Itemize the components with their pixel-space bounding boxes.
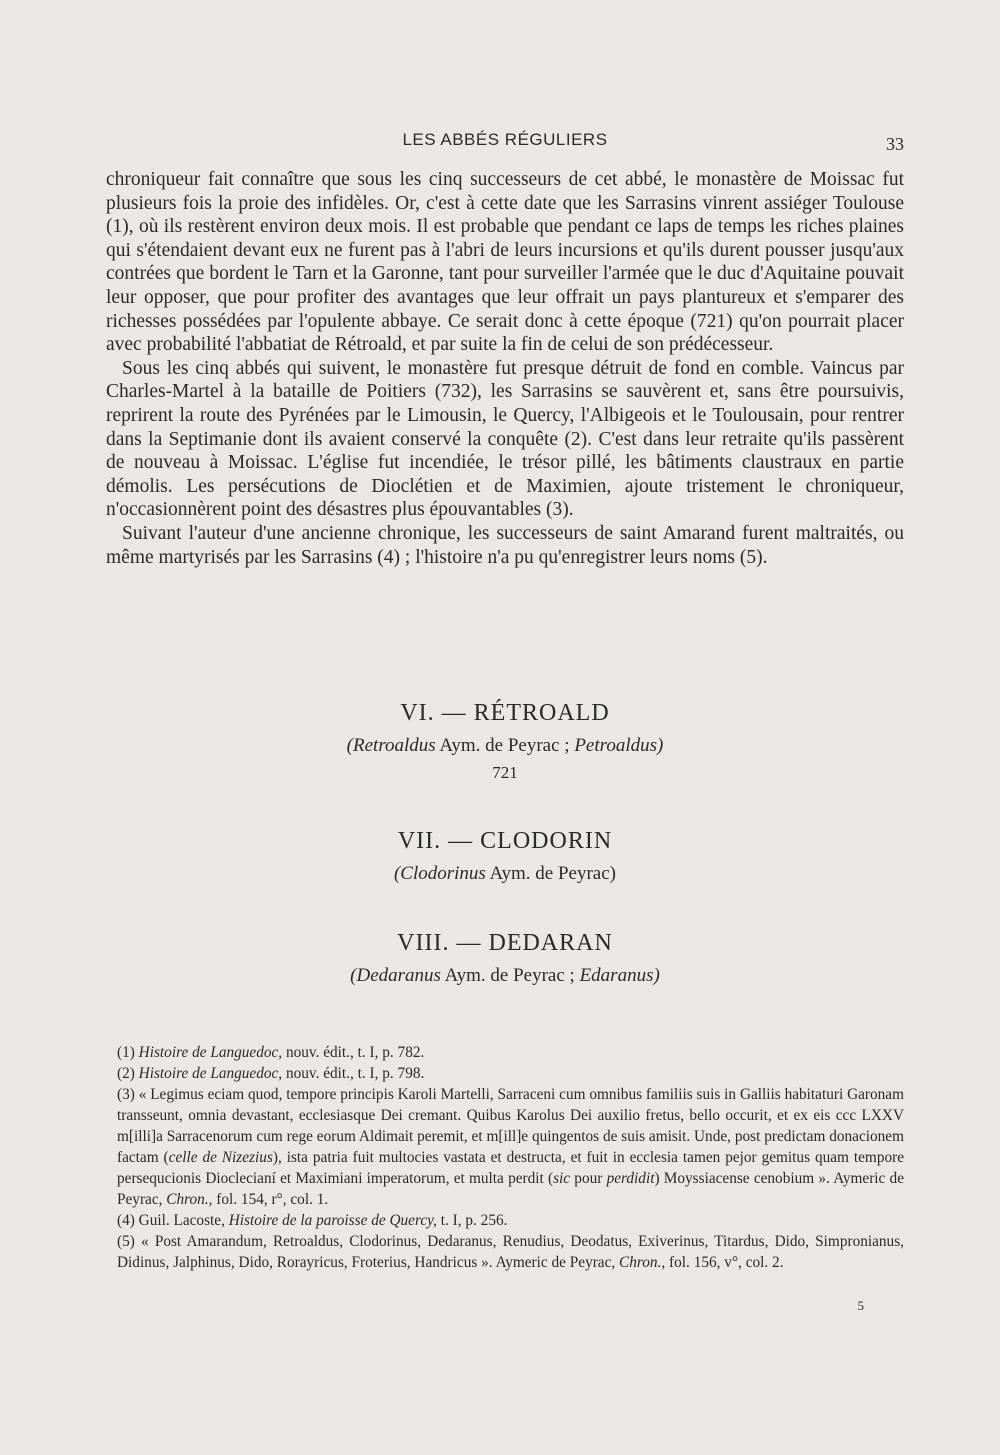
work-title: Histoire de Languedoc, [138,1065,283,1082]
citation: nouv. édit., t. I, p. 798. [282,1065,425,1082]
variant-name: Petroaldus) [574,735,664,756]
footnote-4 [117,1210,904,1231]
footnote-text: fol. 156, v°, col. 2. [665,1254,784,1271]
running-title: LES ABBÉS RÉGULIERS [402,130,608,149]
citation: t. I, p. 256. [436,1212,508,1229]
work-title: Histoire de la paroisse de Quercy, [228,1212,437,1229]
footnote-italic: Chron., [619,1254,666,1271]
footnote-number: (4) Guil. Lacoste, [117,1212,229,1229]
footnote-text: ) Moyssiacense cenobium ». Aymeric de Peyrac, [117,1170,904,1208]
section-year: 721 [492,763,518,782]
source-ref: Aym. de Peyrac) [485,863,617,884]
source-ref: Aym. de Peyrac ; [435,735,575,756]
section-clodorin [106,828,904,885]
section-dedaran [106,930,904,987]
latin-name: (Clodorinus [393,863,486,884]
section-subtitle [106,965,904,987]
footnote-3 [117,1084,904,1210]
footnote-2 [117,1063,904,1084]
footnote-text: pour [570,1170,607,1187]
running-head [106,130,904,154]
signature-mark: 5 [857,1298,864,1313]
footnote-italic: sic [553,1170,571,1187]
latin-name: (Retroaldus [346,735,436,756]
work-title: Histoire de Languedoc, [138,1044,283,1061]
page-number: 33 [886,134,904,154]
footnote-1 [117,1042,904,1063]
footnote-text: ), ista patria fuit multocies vastata et destructa, et fuit in ecclesia tamen pejor gemitus quam tempore persequcionis Dioclecianí et Maximiani imperatorum, et multa perdit ( [117,1149,904,1187]
footnote-5 [117,1231,904,1273]
paragraph-3: Suivant l'auteur d'une ancienne chronique, les successeurs de saint Amarand furent maltraités, ou même martyrisés par les Sarrasins (4) ; l'histoire n'a pu qu'enregistrer leurs noms (5). [106,522,904,568]
section-retroald [106,700,904,783]
footnote-italic: perdidit [606,1170,655,1187]
footnote-italic: celle de Nizezius [168,1149,273,1166]
footnote-text: fol. 154, r°, col. 1. [212,1191,329,1208]
section-subtitle [106,863,904,885]
source-ref: Aym. de Peyrac ; [440,965,580,986]
variant-name: Edaranus) [579,965,660,986]
footnote-text: (5) « Post Amarandum, Retroaldus, Clodorinus, Dedaranus, Renudius, Deodatus, Exiverinus, Titardus, Dido, Simpronianus, Didinus, Jalphinus, Dido, Rorayricus, Froterius, Handricus ». Aymeric de Peyrac, [117,1233,904,1271]
footnote-text: (3) « Legimus eciam quod, tempore principis Karoli Martelli, Sarraceni cum omnibus familiis suis in Galliis habitaturi Garonam transseunt, omnia devastant, ecclesiasque Dei cremant. Quibus Karolus Dei auxilio fretus, bello occurit, et ex eis ccc LXXV m[illi]a Sarracenorum cum rege eorum Aldimait peremit, et m[ill]e quingentos de suis amisit. Unde, post predictam donacionem factam ( [117,1086,904,1166]
footnote-number: (2) [117,1065,139,1082]
footnote-italic: Chron., [166,1191,213,1208]
paragraph-1: chroniqueur fait connaître que sous les cinq successeurs de cet abbé, le monastère de Moissac fut plusieurs fois la proie des infidèles. Or, c'est à cette date que les Sarrasins vinrent assiéger Toulouse (1), où ils restèrent environ deux mois. Il est probable que pendant ce laps de temps les riches plaines qui s'étendaient devant eux ne furent pas à l'abri de leurs incursions et qu'ils durent pousser jusqu'aux contrées que bordent le Tarn et la Garonne, tant pour surveiller l'armée que le duc d'Aquitaine pouvait leur opposer, que pour profiter des avantages que leur offrait un pays plantureux et s'emparer des richesses possédées par l'opulente abbaye. Ce serait donc à cette époque (721) qu'on pourrait placer avec probabilité l'abbatiat de Rétroald, et par suite la fin de celui de son prédécesseur. [106,169,904,356]
section-subtitle [106,735,904,757]
footnotes [117,1042,904,1273]
footnote-number: (1) [117,1044,139,1061]
paragraph-2: Sous les cinq abbés qui suivent, le monastère fut presque détruit de fond en comble. Vaincus par Charles-Martel à la bataille de Poitiers (732), les Sarrasins se sauvèrent et, sans être poursuivis, reprirent la route des Pyrénées par le Limousin, le Quercy, l'Albigeois et le Toulousain, pour rentrer dans la Septimanie dont ils avaient conservé la conquête (2). C'est dans leur retraite qu'ils passèrent de nouveau à Moissac. L'église fut incendiée, le trésor pillé, les bâtiments claustraux en partie démolis. Les persécutions de Dioclétien et de Maximien, ajoute tristement le chroniqueur, n'occasionnèrent point des désastres plus épouvantables (3). [106,357,904,521]
citation: nouv. édit., t. I, p. 782. [282,1044,425,1061]
section-heading: VII. — CLODORIN [397,828,613,854]
latin-name: (Dedaranus [350,965,441,986]
section-heading: VIII. — DEDARAN [397,930,613,956]
section-heading: VI. — RÉTROALD [400,700,610,726]
body-text [106,168,904,569]
